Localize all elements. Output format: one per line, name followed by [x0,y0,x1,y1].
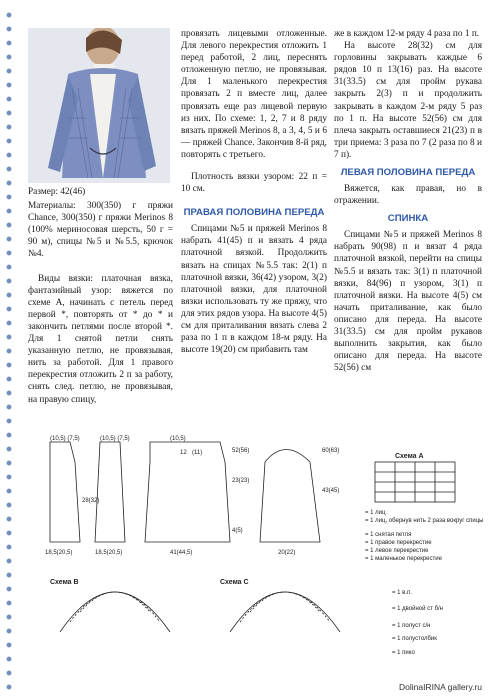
legend-7: = 1 в.п. [392,590,412,596]
footer-credit: DolinaIRINA gallery.ru [399,682,482,692]
right-front-continued: же в каждом 12-м ряду 4 раза по 1 п. [334,29,480,39]
dim-bottom-2: 18,5(20,5) [95,550,123,556]
dim-bottom-3: 41(44,5) [170,550,193,556]
column-3 [334,28,482,374]
legend-10: = 1 полустолбик [392,636,437,642]
legend-3: = 1 снятая петля [365,532,412,538]
heading-left-front: ЛЕВАЯ ПОЛОВИНА ПЕРЕДА [340,167,476,179]
heading-right-front: ПРАВАЯ ПОЛОВИНА ПЕРЕДА [183,207,325,219]
dim-vertical-4: 4(5) [232,528,243,534]
dim-vertical-3: 28(32) [82,498,100,504]
back-text: Спицами №5 и пряжей Merinos 8 набрать 90(98) п и вязат 4 ряда платочной вязкой, перейти на спицы №5.5 и вязать так: 3(1) п платочной вязки, 84(96) п узором, 3(1) п платочной вязки. На высоте 4(5) см начать приталивание, как было описано для переда. На высоте 31(33.5) см для пройм рукавов выполнить закрытия, как было описано для переда. На высоте 52(56) см [334,230,482,374]
dim-sleeve-2: 43(45) [322,488,340,494]
dim-sleeve-3: 20(22) [278,550,296,556]
column-2 [181,28,327,356]
heading-back: СПИНКА [387,213,429,225]
legend-11: = 1 пико [392,650,415,656]
legend-1: = 1 лиц [365,510,386,516]
dim-vertical-1: 52(56) [232,448,250,454]
stitches-continued: провязать лицевыми отложенные. Для левого перекрестия отложить 1 перед работой, 2 лиц, переснять отложенную петлю, не провязывая. Для 1 маленького перекрестия провязать 2 п вместе лиц, далее провязать еще раз лицевой первую из них. По схеме: 1, 2, 7 и 8 ряду вязать пряжей Merinos 8, а 3, 4, 5 и 6 — пряжей Chance. Закончив 8-й ряд, повторять с третьего. [181,29,327,160]
schema-a-title: Схема А [395,453,424,460]
stitches-text: Виды вязки: платочная вязка, фантазийный узор: вяжется по схеме А, начинать с петель перед первой *, повторять от * до * и закончить петлями после второй *. Для 1 снятой петли снять указанную петлю, не провязывая, нить за работой. Для 1 правого перекрестия отложить 2 п за работу, снять след. петлю, не провязывая, на правую спицу, [28,273,173,405]
right-front-text: Спицами №5 и пряжей Merinos 8 набрать 41(45) п и вязать 4 ряда платочной вязкой. Продолжить вязать на спицах №5.5 так: 2(1) п платочной вязки, 36(42) узором, 3(2) платочной вязки, для платочной вязки использовать ту же пряжу, что для этих рядов узора. На высоте 4(5) см для приталивания вязать слева 2 раза по 1 п в каждом 18-м ряду. На высоте 19(20) см прибавить там [181,224,327,356]
legend-2: = 1 лиц, обернув нить 2 раза вокруг спицы [365,518,484,524]
armhole-text: На высоте 28(32) см для горловины закрывать каждые 6 рядов 10 п 13(16) раз. На высоте 31(33.5) см для пройм рукава закрыть 2(3) п и продолжить закрывать в каждом 2-м ряду 5 раз по 1 п. На высоте 52(56) см для плеча закрыть оставшиеся 21(23) п в три приема: 3 раза по 7 (2 раза по 8 и 7 п). [334,41,482,160]
legend-6: = 1 маленькое перекрестие [365,556,442,562]
dim-vertical-2: 23(23) [232,478,250,484]
schema-b-title: Схема В [50,579,79,586]
legend-5: = 1 левое перекрестие [365,548,429,554]
dim-shoulder-1: (10,5) (7,5) [50,436,80,442]
pattern-schematic [20,432,486,672]
left-front-text: Вяжется, как правая, но в отражении. [334,184,482,207]
size-line: Размер: 42(46) [28,187,86,197]
decorative-dot-border [4,8,14,693]
model-photo [28,28,170,183]
dim-neck-1: 12 [180,450,187,456]
dim-shoulder-2: (10,5) (7,5) [100,436,130,442]
materials-text: Материалы: 300(350) г пряжи Chance, 300(350) г пряжи Merinos 8 (100% мериносовая шерсть, 50 г = 90 м), спицы №5 и №5.5, крючок №4. [28,201,173,260]
density-text: Плотность вязки узором: 22 п = 10 см. [181,172,327,195]
legend-4: = 1 правое перекрестие [365,540,432,546]
legend-8: = 1 двойной ст б/н [392,606,443,612]
schema-c-title: Схема С [220,579,249,586]
cardigan-illustration [28,28,170,183]
dim-sleeve-1: 60(63) [322,448,340,454]
dim-bottom-1: 18,5(20,5) [45,550,73,556]
pattern-diagrams [20,432,486,672]
column-1 [28,186,173,406]
dim-shoulder-3: (10,5) [170,436,186,442]
dim-neck-2: (11) [192,450,203,456]
legend-9: = 1 полуст с/н [392,623,431,629]
